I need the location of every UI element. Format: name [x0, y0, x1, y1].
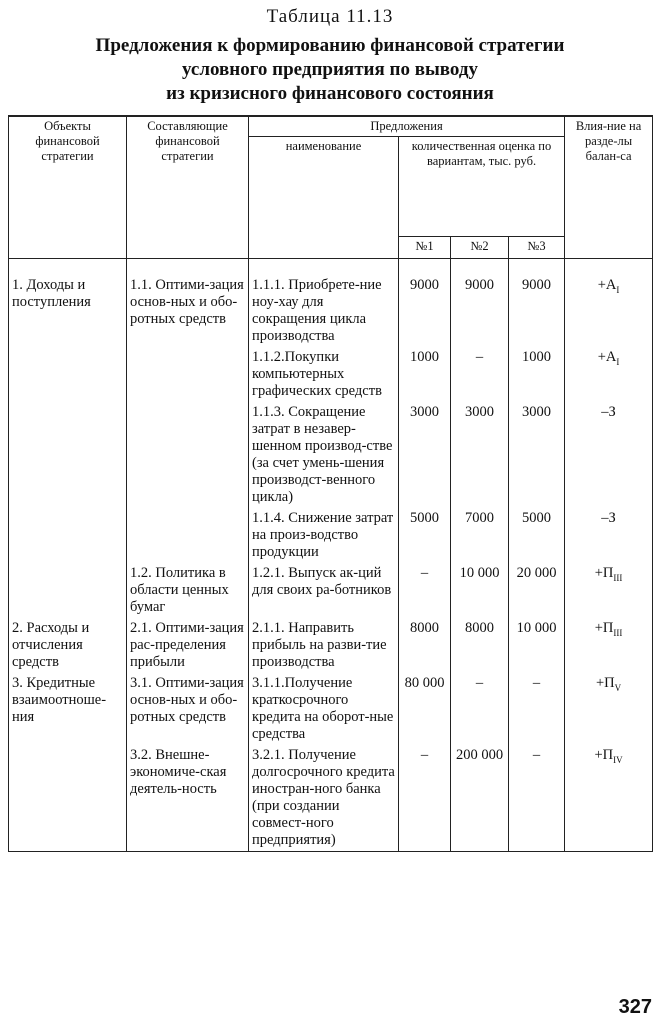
- cell-influence: [565, 275, 653, 347]
- cell-component: [127, 347, 249, 402]
- cell-object: [9, 563, 127, 618]
- cell-v2: 10 000: [451, 563, 509, 618]
- table-row: [9, 402, 653, 508]
- cell-influence: [565, 347, 653, 402]
- cell-object: [9, 347, 127, 402]
- influence-section: III: [613, 572, 623, 583]
- cell-name: 1.1.1. Приобрете-ние ноу-хау для сокращения цикла производства: [249, 275, 399, 347]
- header-objects: Объекты финансовой стратегии: [9, 116, 127, 259]
- cell-name: 1.1.3. Сокращение затрат в незавер-шенном производ-стве (за счет умень-шения производст-венного цикла): [249, 402, 399, 508]
- header-v1: №1: [399, 237, 451, 259]
- title-line: условного предприятия по выводу: [182, 59, 478, 80]
- cell-v1: –: [399, 745, 451, 852]
- cell-v2: –: [451, 347, 509, 402]
- cell-object: 1. Доходы и поступления: [9, 275, 127, 347]
- header-v2: №2: [451, 237, 509, 259]
- influence-section: I: [616, 284, 620, 295]
- cell-name: 1.1.4. Снижение затрат на произ-водство продукции: [249, 508, 399, 563]
- cell-v3: –: [509, 673, 565, 745]
- cell-influence: [565, 402, 653, 508]
- cell-v1: 3000: [399, 402, 451, 508]
- cell-component: 2.1. Оптими-зация рас-пределения прибыли: [127, 618, 249, 673]
- cell-object: 3. Кредитные взаимоотноше-ния: [9, 673, 127, 745]
- cell-component: 3.1. Оптими-зация основ-ных и обо-ротных средств: [127, 673, 249, 745]
- cell-object: [9, 402, 127, 508]
- page-number: 327: [618, 996, 652, 1018]
- table-title: [0, 34, 660, 106]
- influence-value: +A: [597, 349, 617, 365]
- strategy-table: [8, 115, 653, 852]
- cell-component: 1.2. Политика в области ценных бумаг: [127, 563, 249, 618]
- cell-v2: –: [451, 673, 509, 745]
- cell-v3: 5000: [509, 508, 565, 563]
- influence-value: +П: [594, 565, 614, 581]
- table-row: [9, 347, 653, 402]
- influence-section: V: [614, 682, 622, 693]
- influence-value: +П: [595, 675, 615, 691]
- cell-v1: 80 000: [399, 673, 451, 745]
- cell-v2: 8000: [451, 618, 509, 673]
- cell-name: 1.2.1. Выпуск ак-ций для своих ра-ботников: [249, 563, 399, 618]
- cell-v2: 7000: [451, 508, 509, 563]
- cell-object: [9, 745, 127, 852]
- cell-name: 3.2.1. Получение долгосрочного кредита иностран-ного банка (при создании совмест-ного предприятия): [249, 745, 399, 852]
- cell-influence: [565, 618, 653, 673]
- cell-object: 2. Расходы и отчисления средств: [9, 618, 127, 673]
- cell-name: 2.1.1. Направить прибыль на разви-тие производства: [249, 618, 399, 673]
- cell-influence: [565, 673, 653, 745]
- cell-component: 3.2. Внешне-экономиче-ская деятель-ность: [127, 745, 249, 852]
- cell-v3: 1000: [509, 347, 565, 402]
- influence-value: +A: [597, 277, 617, 293]
- influence-value: –З: [601, 404, 616, 420]
- table-row: [9, 618, 653, 673]
- header-influence: Влия-ние на разде-лы балан-са: [565, 116, 653, 259]
- cell-v2: 9000: [451, 275, 509, 347]
- header-name: наименование: [249, 137, 399, 259]
- header-quant: количественная оценка по вариантам, тыс. руб.: [399, 137, 565, 237]
- cell-v1: 8000: [399, 618, 451, 673]
- cell-v1: 5000: [399, 508, 451, 563]
- cell-component: [127, 508, 249, 563]
- cell-v1: 9000: [399, 275, 451, 347]
- table-row: [9, 508, 653, 563]
- header-components: Составляющие финансовой стратегии: [127, 116, 249, 259]
- influence-value: +П: [594, 620, 614, 636]
- influence-value: –З: [601, 510, 616, 526]
- cell-v3: 20 000: [509, 563, 565, 618]
- table-row: [9, 563, 653, 618]
- cell-name: 3.1.1.Получение краткосрочного кредита на оборот-ные средства: [249, 673, 399, 745]
- cell-influence: [565, 745, 653, 852]
- cell-influence: [565, 563, 653, 618]
- cell-v1: 1000: [399, 347, 451, 402]
- cell-v1: –: [399, 563, 451, 618]
- cell-v3: –: [509, 745, 565, 852]
- influence-section: III: [613, 627, 623, 638]
- cell-component: 1.1. Оптими-зация основ-ных и обо-ротных средств: [127, 275, 249, 347]
- cell-v2: 200 000: [451, 745, 509, 852]
- influence-section: IV: [613, 754, 623, 765]
- title-line: из кризисного финансового состояния: [166, 83, 494, 104]
- header-proposals: Предложения: [249, 116, 565, 137]
- cell-v3: 9000: [509, 275, 565, 347]
- title-line: Предложения к формированию финансовой стратегии: [95, 35, 565, 56]
- header-v3: №3: [509, 237, 565, 259]
- influence-section: I: [616, 356, 620, 367]
- cell-object: [9, 508, 127, 563]
- cell-name: 1.1.2.Покупки компьютерных графических средств: [249, 347, 399, 402]
- cell-v2: 3000: [451, 402, 509, 508]
- influence-value: +П: [594, 747, 614, 763]
- cell-v3: 10 000: [509, 618, 565, 673]
- table-row: [9, 275, 653, 347]
- cell-component: [127, 402, 249, 508]
- table-row: [9, 673, 653, 745]
- table-row: [9, 745, 653, 852]
- cell-v3: 3000: [509, 402, 565, 508]
- table-caption: Таблица 11.13: [266, 6, 394, 27]
- cell-influence: [565, 508, 653, 563]
